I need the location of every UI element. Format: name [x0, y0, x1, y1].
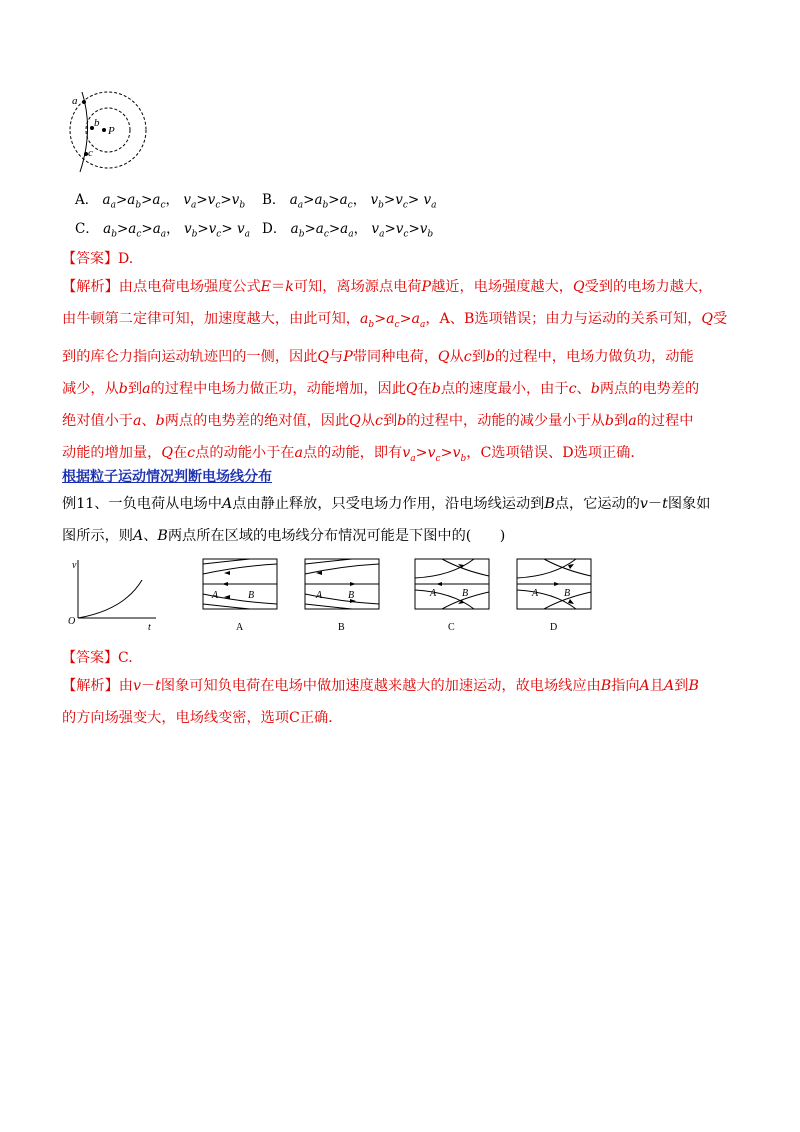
- diagram-label: B: [338, 622, 345, 633]
- field-diagram-b: [302, 556, 382, 634]
- example-11: [62, 488, 710, 552]
- answer-q10: [62, 249, 133, 269]
- section-heading: 根据粒子运动情况判断电场线分布: [62, 469, 272, 485]
- svg-text:B: B: [564, 588, 571, 599]
- answer-tag: 【答案】: [62, 251, 118, 267]
- label-c: c: [88, 147, 93, 159]
- answer-value: C.: [118, 650, 133, 666]
- svg-text:A: A: [212, 590, 219, 601]
- point-p-dot: [102, 128, 106, 132]
- svg-text:A: A: [532, 588, 539, 599]
- analysis-line-4: 减少，从b到a的过程中电场力做正功，动能增加，因此Q在b点的速度最小，由于c、b两点的电势差的: [62, 380, 700, 397]
- analysis-q11-line-1: 【解析】由v－t图象可知负电荷在电场中做加速度越来越大的加速运动，故电场线应由B指向A且A到B: [62, 678, 699, 694]
- analysis-line-5: 绝对值小于a、b两点的电势差的绝对值，因此Q从c到b的过程中，动能的减少量小于从b到a的过程中: [62, 412, 694, 429]
- svg-text:A: A: [430, 588, 437, 599]
- diagram-label: D: [550, 622, 558, 633]
- example-11-line-2: 图所示，则A、B两点所在区域的电场线分布情况可能是下图中的( ): [62, 528, 506, 544]
- option-d: D． $a_b>a_c>a_a$， $v_a>v_c>v_b$: [262, 221, 434, 240]
- analysis-line-2: 由牛顿第二定律可知，加速度越大，由此可知，$a_b>a_c>a_a$，A、B选项错误；由力与运动的关系可知，Q受: [62, 311, 728, 330]
- svg-text:B: B: [348, 590, 355, 601]
- option-c: C． $a_b>a_c>a_a$， $v_b>v_c> v_a$: [75, 221, 250, 240]
- trajectory-diagram: [62, 88, 162, 176]
- analysis-q11-line-2: 的方向场强变大，电场线变密，选项C正确．: [62, 710, 343, 726]
- option-a: A． $a_a>a_b>a_c$， $v_a>v_c>v_b$: [75, 192, 246, 211]
- svg-text:B: B: [248, 590, 255, 601]
- analysis-q11: [62, 670, 699, 734]
- option-b: B． $a_a>a_b>a_c$， $v_b>v_c> v_a$: [262, 192, 437, 211]
- diagram-label: A: [236, 622, 244, 633]
- vt-graph: [64, 556, 164, 636]
- analysis-line-6: 动能的增加量，Q在c点的动能小于在a点的动能，即有$v_a>v_c>v_b$，C选项错误、D选项正确．: [62, 444, 645, 464]
- answer-value: D.: [118, 251, 134, 267]
- diagram-label: C: [448, 622, 455, 633]
- field-diagram-a: [200, 556, 280, 634]
- svg-text:B: B: [462, 588, 469, 599]
- analysis-line-3: 到的库仑力指向运动轨迹凹的一侧，因此Q与P带同种电荷，Q从c到b的过程中，电场力做负功，动能: [62, 348, 694, 365]
- point-a-dot: [82, 100, 86, 104]
- label-b: b: [94, 117, 100, 129]
- answer-tag: 【答案】: [62, 650, 118, 666]
- v-axis-label: v: [72, 560, 77, 571]
- t-axis-label: t: [148, 622, 151, 633]
- field-diagram-d: [514, 556, 594, 634]
- label-p: P: [108, 125, 115, 137]
- label-a: a: [72, 95, 78, 107]
- analysis-line-1: 【解析】由点电荷电场强度公式E＝k可知，离场源点电荷P越近，电场强度越大，Q受到的电场力越大，: [62, 279, 713, 295]
- origin-label: O: [68, 616, 76, 627]
- vt-curve: [78, 580, 142, 618]
- example-11-line-1: 例11、一负电荷从电场中A点由静止释放，只受电场力作用，沿电场线运动到B点，它运动的v－t图象如: [62, 496, 711, 512]
- answer-q11: [62, 648, 133, 668]
- field-diagram-c: [412, 556, 492, 634]
- svg-text:A: A: [316, 590, 323, 601]
- analysis-q10: [62, 271, 742, 475]
